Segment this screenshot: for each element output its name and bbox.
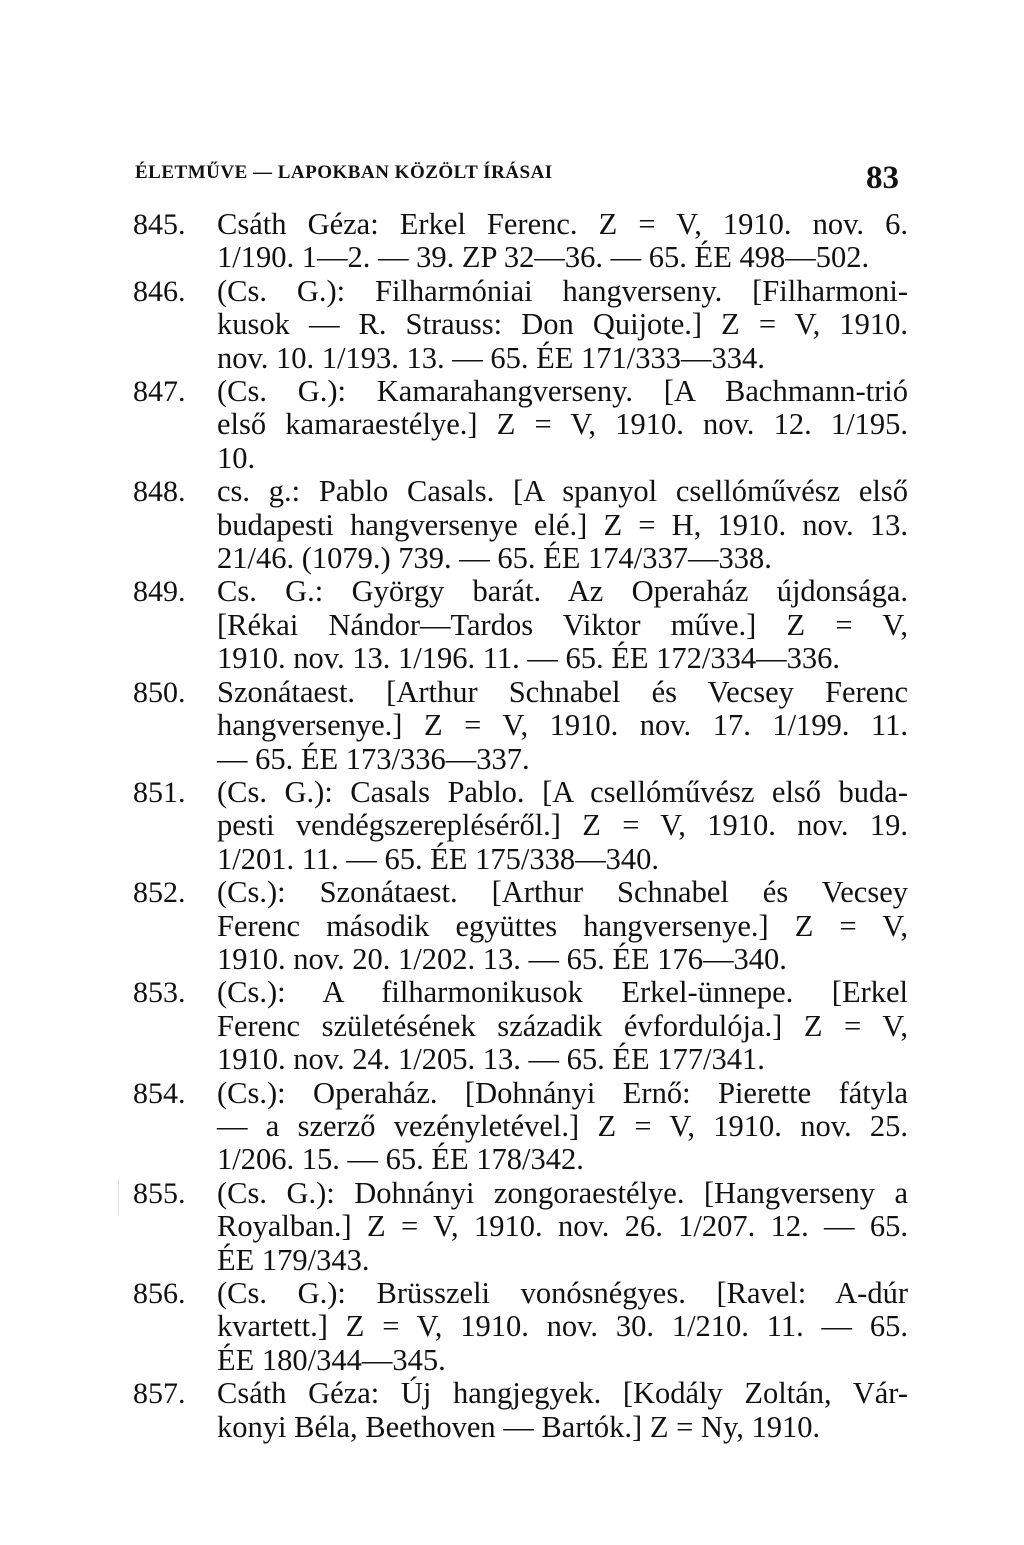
entry-text — [217, 1177, 908, 1277]
entry-text-line: (Cs. G.): Filharmóniai hangverseny. [Filharmoni- — [217, 273, 908, 308]
entry-text-line: Cs. G.: György barát. Az Operaház újdonsága. — [217, 574, 908, 609]
bibliography-entry-list — [133, 208, 908, 1444]
entry-text-line: hangversenye.] Z = V, 1910. nov. 17. 1/199. 11. — [217, 708, 908, 743]
entry-text-line: (Cs. G.): Brüsszeli vonósnégyes. [Ravel: A-dúr — [217, 1276, 908, 1310]
entry-text-line: kvartett.] Z = V, 1910. nov. 30. 1/210. 11. — 65. — [217, 1309, 908, 1344]
bibliography-entry — [133, 976, 908, 1076]
entry-text-line: (Cs. G.): Kamarahangverseny. [A Bachmann-trió — [217, 374, 908, 409]
entry-number: 845. — [133, 208, 186, 241]
entry-number: 852. — [133, 876, 186, 910]
entry-text-line: ÉE 180/344—345. — [217, 1342, 446, 1377]
entry-text-line: 1910. nov. 24. 1/205. 13. — 65. ÉE 177/341. — [217, 1042, 765, 1077]
entry-text-line: (Cs.): Szonátaest. [Arthur Schnabel és Vecsey — [217, 875, 908, 910]
entry-text — [217, 475, 908, 575]
entry-text-line: Ferenc születésének századik évfordulója.] Z = V, — [217, 1008, 908, 1043]
entry-text-line: (Cs.): Operaház. [Dohnányi Ernő: Pierette fátyla — [217, 1075, 908, 1110]
entry-number: 854. — [133, 1076, 186, 1110]
entry-text — [217, 876, 908, 976]
entry-text-line: 1/201. 11. — 65. ÉE 175/338—340. — [217, 841, 659, 876]
entry-text-line: nov. 10. 1/193. 13. — 65. ÉE 171/333—334. — [217, 340, 765, 375]
entry-text-line: cs. g.: Pablo Casals. [A spanyol csellóművész első — [217, 474, 908, 509]
margin-mark — [118, 1180, 119, 1216]
entry-number: 848. — [133, 475, 186, 509]
bibliography-entry — [133, 1377, 908, 1444]
entry-number: 847. — [133, 375, 186, 409]
bibliography-entry — [133, 876, 908, 976]
bibliography-entry — [133, 1277, 908, 1377]
entry-text-line: Royalban.] Z = V, 1910. nov. 26. 1/207. 12. — 65. — [217, 1209, 908, 1244]
entry-text-line: első kamaraestélye.] Z = V, 1910. nov. 12. 1/195. — [217, 407, 908, 442]
bibliography-entry — [133, 676, 908, 776]
entry-text — [217, 208, 908, 275]
entry-text-line: 1/190. 1—2. — 39. ZP 32—36. — 65. ÉE 498—502. — [217, 240, 870, 275]
entry-text-line: 21/46. (1079.) 739. — 65. ÉE 174/337—338. — [217, 541, 772, 576]
entry-text — [217, 776, 908, 876]
entry-text-line: — a szerző vezényletével.] Z = V, 1910. nov. 25. — [217, 1108, 908, 1143]
bibliography-entry — [133, 1077, 908, 1177]
running-head: ÉLETMŰVE — LAPOKBAN KÖZÖLT ÍRÁSAI — [135, 162, 553, 183]
entry-text — [217, 1077, 908, 1177]
entry-text-line: konyi Béla, Beethoven — Bartók.] Z = Ny, 1910. — [217, 1409, 821, 1444]
entry-text — [217, 1377, 908, 1444]
bibliography-entry — [133, 575, 908, 675]
entry-text — [217, 976, 908, 1076]
entry-text-line: 10. — [217, 440, 256, 475]
entry-number: 856. — [133, 1277, 186, 1310]
entry-text-line: Csáth Géza: Új hangjegyek. [Kodály Zoltán, Vár- — [217, 1376, 908, 1411]
bibliography-entry — [133, 1177, 908, 1277]
entry-text — [217, 375, 908, 475]
entry-text-line: Szonátaest. [Arthur Schnabel és Vecsey Ferenc — [217, 674, 908, 709]
entry-text — [217, 575, 908, 675]
entry-text-line: 1/206. 15. — 65. ÉE 178/342. — [217, 1142, 584, 1177]
bibliography-entry — [133, 375, 908, 475]
entry-text-line: Csáth Géza: Erkel Ferenc. Z = V, 1910. nov. 6. — [217, 207, 908, 241]
entry-text-line: [Rékai Nándor—Tardos Viktor műve.] Z = V, — [217, 607, 908, 642]
entry-text-line: pesti vendégszerepléséről.] Z = V, 1910. nov. 19. — [217, 808, 908, 843]
entry-text-line: kusok — R. Strauss: Don Quijote.] Z = V, 1910. — [217, 307, 908, 342]
bibliography-entry — [133, 475, 908, 575]
bibliography-entry — [133, 776, 908, 876]
entry-text-line: — 65. ÉE 173/336—337. — [217, 741, 530, 776]
entry-text-line: Ferenc második együttes hangversenye.] Z = V, — [217, 908, 908, 943]
bibliography-entry — [133, 208, 908, 275]
entry-number: 850. — [133, 675, 186, 709]
entry-text — [217, 1277, 908, 1377]
entry-text-line: (Cs.): A filharmonikusok Erkel-ünnepe. [Erkel — [217, 975, 908, 1010]
entry-text-line: budapesti hangversenye elé.] Z = H, 1910. nov. 13. — [217, 507, 908, 542]
entry-text — [217, 275, 908, 375]
entry-number: 851. — [133, 775, 186, 809]
entry-number: 849. — [133, 575, 186, 609]
entry-text-line: 1910. nov. 13. 1/196. 11. — 65. ÉE 172/334—336. — [217, 641, 840, 676]
entry-number: 846. — [133, 274, 186, 308]
entry-number: 855. — [133, 1176, 186, 1210]
bibliography-entry — [133, 275, 908, 375]
entry-text-line: (Cs. G.): Casals Pablo. [A csellóművész első buda- — [217, 774, 908, 809]
entry-text-line: (Cs. G.): Dohnányi zongoraestélye. [Hangverseny a — [217, 1175, 908, 1210]
entry-number: 853. — [133, 976, 186, 1010]
entry-number: 857. — [133, 1377, 186, 1411]
entry-text — [217, 676, 908, 776]
page-number: 83 — [866, 160, 899, 196]
entry-text-line: 1910. nov. 20. 1/202. 13. — 65. ÉE 176—340. — [217, 941, 787, 976]
entry-text-line: ÉE 179/343. — [217, 1242, 370, 1277]
